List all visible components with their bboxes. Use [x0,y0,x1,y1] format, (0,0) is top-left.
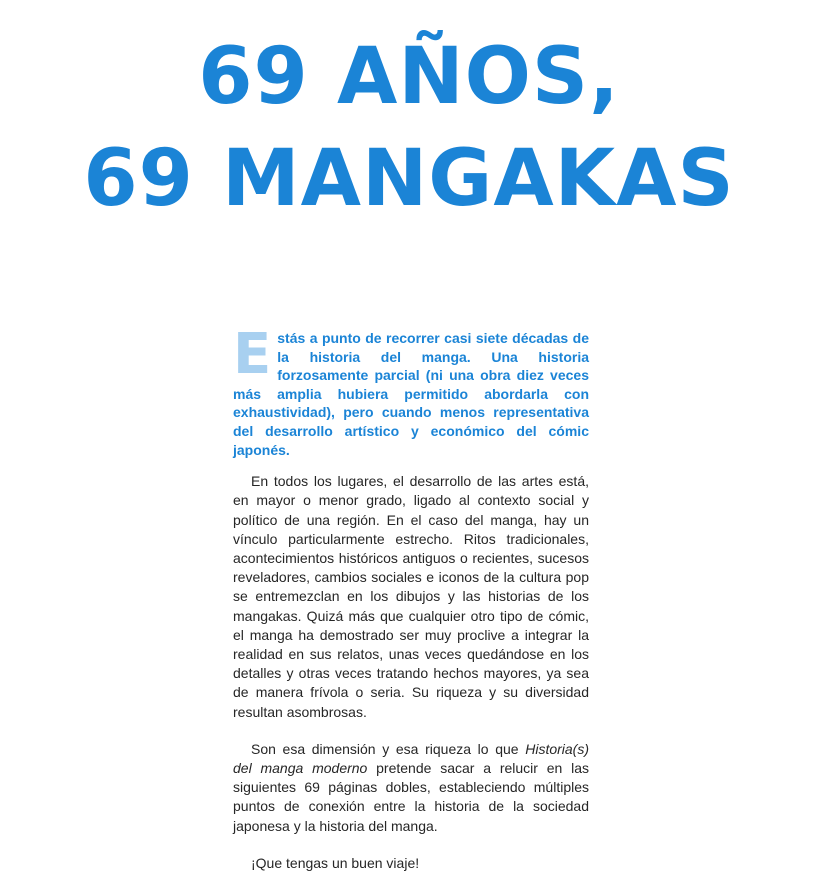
paragraph-2-end: pretende sacar a relucir en las siguientes 69 páginas dobles, estableciendo múltiples puntos de conexión entre la historia de la sociedad japonesa y la historia del manga. [233,760,589,834]
closing-line: ¡Que tengas un buen viaje! [251,854,420,871]
article-column [233,322,589,873]
drop-cap: E [233,322,272,387]
body-paragraph-2 [233,740,589,836]
headline-line-2: 69 MANGAKAS [83,134,735,224]
intro-paragraph [233,322,589,459]
paragraph-2-start: Son esa dimensión y esa riqueza lo que [251,740,526,757]
book-title: Historia(s) del manga moderno [233,740,589,776]
headline-line-1: 69 AÑOS, [198,32,620,122]
intro-text: stás a punto de recorrer casi siete décadas de la historia del manga. Una historia forzosamente parcial (ni una obra diez veces más amplia hubiera permitido abordarla con exhaustividad), pero cuando menos representativa del desarrollo artístico y económico del cómic japonés. [233,330,589,458]
body-paragraph-1: En todos los lugares, el desarrollo de las artes está, en mayor o menor grado, ligado al contexto social y político de una región. En el caso del manga, hay un vínculo particularmente estrecho. Ritos tradicionales, acontecimientos históricos antiguos o recientes, sucesos reveladores, cambios sociales e iconos de la cultura pop se entremezclan en los dibujos y las historias de los mangakas. Quizá más que cualquier otro tipo de cómic, el manga ha demostrado ser muy proclive a integrar la realidad en sus relatos, unas veces quedándose en los detalles y otras veces tratando hechos mayores, ya sea de manera frívola o seria. Su riqueza y su diversidad resultan asombrosas. [233,473,589,720]
